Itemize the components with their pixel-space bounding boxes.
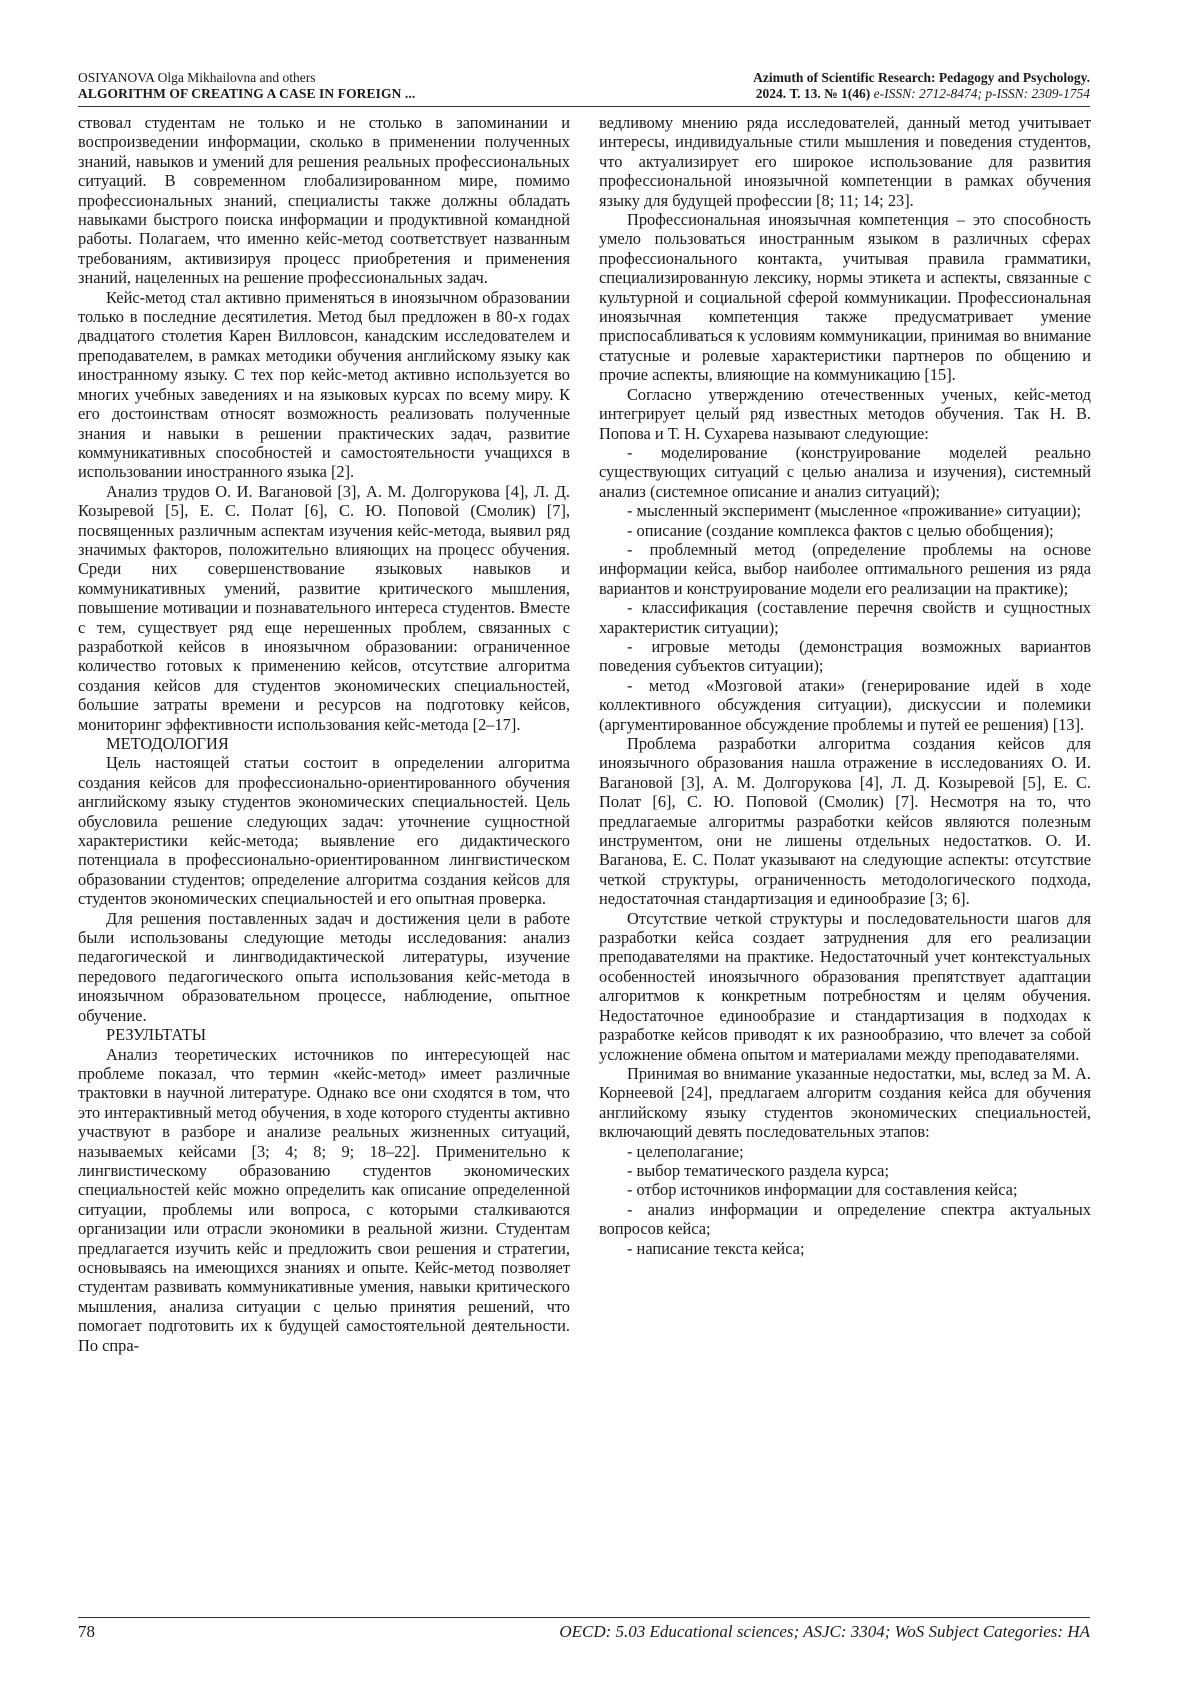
section-heading: МЕТОДОЛОГИЯ	[106, 734, 229, 753]
page-number: 78	[78, 1622, 95, 1641]
list-item: - описание (создание комплекса фактов с целью обобщения);	[627, 520, 1054, 540]
list-item: - моделирование (конструирование моделей реально существующих ситуаций с целью анализа и изучения), системный анализ (системное описание и анализ ситуаций);	[599, 442, 1091, 501]
paragraph: Профессиональная иноязычная компетенция – это способность умело пользоваться иностранным языком в различных сферах профессионального контакта, учитывая правила грамматики, специализированную лексику, нормы этикета и аспекты, связанные с культурной и социальной сферой коммуникации. Профессиональная иноязычная компетенция также предусматривает умение приспосабливаться к условиям коммуникации, принимая во внимание статусные и ролевые характеристики партнеров по общению и прочие аспекты, влияющие на коммуникацию [15].	[599, 210, 1091, 385]
header-issn: e-ISSN: 2712-8474; p-ISSN: 2309-1754	[873, 86, 1090, 101]
paragraph: Отсутствие четкой структуры и последовательности шагов для разработки кейса создает затруднения для его реализации преподавателями на практике. Недостаточный учет контекстуальных особенностей иноязычного образования препятствует адаптации алгоритмов к конкретным потребностям и целям обучения. Недостаточное единообразие и стандартизация в подходах к разработке кейсов приводят к их разнообразию, что влечет за собой усложнение обмена опытом и материалами между преподавателями.	[599, 908, 1091, 1064]
header-article-title: ALGORITHM OF CREATING A CASE IN FOREIGN ...	[78, 86, 416, 101]
paragraph: Для решения поставленных задач и достижения цели в работе были использованы следующие методы исследования: анализ педагогической и лингводидактической литературы, изучение передового педагогического опыта использования кейс-метода в иноязычном образовательном процессе, наблюдение, опытное обучение.	[78, 908, 570, 1025]
paragraph: Проблема разработки алгоритма создания кейсов для иноязычного образования нашла отражение в исследованиях О. И. Вагановой [3], А. М. Долгорукова [4], Л. Д. Козыревой [5], Е. С. Полат [6], С. Ю. Поповой (Смолик) [7]. Несмотря на то, что предлагаемые алгоритмы разработки кейсов являются полезным инструментом, они не лишены отдельных недостатков. О. И. Ваганова, Е. С. Полат указывают на следующие аспекты: отсутствие четкой структуры, ограниченность методологического подхода, недостаточная стандартизация и единообразие [3; 6].	[599, 734, 1091, 909]
list-item: - целеполагание;	[627, 1141, 744, 1161]
paragraph: Кейс-метод стал активно применяться в иноязычном образовании только в последние десятилетия. Метод был предложен в 80-х годах двадцатого столетия Карен Вилловсон, канадским исследователем и преподавателем, в рамках методики обучения английскому языку как иностранному языку. С тех пор кейс-метод активно используется во многих учебных заведениях и на языковых курсах по всему миру. К его достоинствам относят возможность реализовать полученные знания и навыки в решении практических задач, развитие коммуникативных способностей и самостоятельности учащихся в использовании иностранного языка [2].	[78, 287, 570, 482]
header-issue-line	[530, 86, 1090, 102]
running-header-right	[530, 70, 1090, 102]
list-item: - отбор источников информации для составления кейса;	[627, 1180, 1018, 1200]
list-item: - анализ информации и определение спектра актуальных вопросов кейса;	[599, 1199, 1091, 1239]
list-item: - игровые методы (демонстрация возможных вариантов поведения субъектов ситуации);	[599, 636, 1091, 676]
paragraph: Согласно утверждению отечественных ученых, кейс-метод интегрирует целый ряд известных методов обучения. Так Н. В. Попова и Т. Н. Сухарева называют следующие:	[599, 384, 1091, 443]
header-authors: OSIYANOVA Olga Mikhailovna and others	[78, 70, 316, 85]
left-column	[78, 113, 570, 1615]
paragraph: ствовал студентам не только и не столько в запоминании и воспроизведении информации, сколько в применении полученных знаний, навыков и умений для решения реальных профессиональных ситуаций. В современном глобализированном мире, помимо профессиональных знаний, специалисты также должны обладать навыками быстрого поиска информации и продуктивной командной работы. Полагаем, что именно кейс-метод соответствует названным требованиям, активизируя процесс приобретения и применения знаний, нацеленных на решение профессиональных задач.	[78, 113, 570, 288]
list-item: - мысленный эксперимент (мысленное «проживание» ситуации);	[627, 501, 1082, 521]
list-item: - метод «Мозговой атаки» (генерирование идей в ходе коллективного обсуждения ситуации), дискуссии и полемики (аргументированное обсуждение проблемы и путей ее решения) [13].	[599, 675, 1091, 734]
header-issue: 2024. Т. 13. № 1(46)	[755, 86, 871, 101]
running-header-left	[78, 70, 578, 102]
paragraph: ведливому мнению ряда исследователей, данный метод учитывает интересы, индивидуальные стили мышления и поведения студентов, что актуализирует его широкое использование для развития профессиональной иноязычной компетенции в рамках обучения языку для будущей профессии [8; 11; 14; 23].	[599, 113, 1091, 210]
paragraph: Анализ трудов О. И. Вагановой [3], А. М. Долгорукова [4], Л. Д. Козыревой [5], Е. С. Полат [6], С. Ю. Поповой (Смолик) [7], посвященных различным аспектам изучения кейс-метода, выявил ряд значимых факторов, положительно влияющих на процесс обучения. Среди них совершенствование языковых навыков и коммуникативных умений, развитие критического мышления, повышение мотивации и познавательного интереса студентов. Вместе с тем, существует ряд еще нерешенных проблем, связанных с разработкой кейсов в иноязычном образовании: ограниченное количество готовых к применению кейсов, отсутствие алгоритма создания кейсов для студентов экономических специальностей, большие затраты времени и ресурсов на подготовку кейсов, мониторинг эффективности использования кейс-метода [2–17].	[78, 481, 570, 734]
paragraph: Анализ теоретических источников по интересующей нас проблеме показал, что термин «кейс-метод» имеет различные трактовки в научной литературе. Однако все они сходятся в том, что это интерактивный метод обучения, в ходе которого студенты активно участвуют в разборе и анализе реальных жизненных ситуаций, называемых кейсами [3; 4; 8; 9; 18–22]. Применительно к лингвистическому образованию студентов экономических специальностей кейс можно определить как описание определенной ситуации, проблемы или вопроса, с которыми сталкиваются организации или отрасли экономики в реальной жизни. Студентам предлагается изучить кейс и предложить свои решения и стратегии, основываясь на имеющихся знаниях и опыте. Кейс-метод позволяет студентам развивать коммуникативные умения, навыки критического мышления, анализа ситуации с целью принятия решений, что помогает подготовить их к будущей самостоятельной деятельности. По спра-	[78, 1044, 570, 1355]
section-heading: РЕЗУЛЬТАТЫ	[106, 1025, 207, 1045]
right-column	[599, 113, 1091, 1615]
indexing-info: OECD: 5.03 Educational sciences; ASJC: 3304; WoS Subject Categories: HA	[559, 1622, 1090, 1641]
header-rule	[78, 106, 1090, 107]
header-journal: Azimuth of Scientific Research: Pedagogy and Psychology.	[753, 70, 1090, 85]
paragraph: Принимая во внимание указанные недостатки, мы, вслед за М. А. Корнеевой [24], предлагаем алгоритм создания кейса для обучения английскому языку студентов экономических специальностей, включающий девять последовательных этапов:	[599, 1063, 1091, 1142]
list-item: - выбор тематического раздела курса;	[627, 1160, 889, 1180]
list-item: - написание текста кейса;	[627, 1238, 805, 1258]
paragraph: Цель настоящей статьи состоит в определении алгоритма создания кейсов для профессионально-ориентированного обучения английскому языку студентов экономических специальностей. Цель обусловила решение следующих задач: уточнение сущностной характеристики кейс-метода; выявление его дидактического потенциала в профессионально-ориентированном лингвистическом образовании студентов; определение алгоритма создания кейсов для студентов экономических специальностей и его опытная проверка.	[78, 753, 570, 909]
list-item: - проблемный метод (определение проблемы на основе информации кейса, выбор наиболее оптимального решения из ряда вариантов и конструирование модели его реализации на практике);	[599, 539, 1091, 598]
list-item: - классификация (составление перечня свойств и сущностных характеристик ситуации);	[599, 598, 1091, 637]
footer-rule	[78, 1617, 1090, 1618]
